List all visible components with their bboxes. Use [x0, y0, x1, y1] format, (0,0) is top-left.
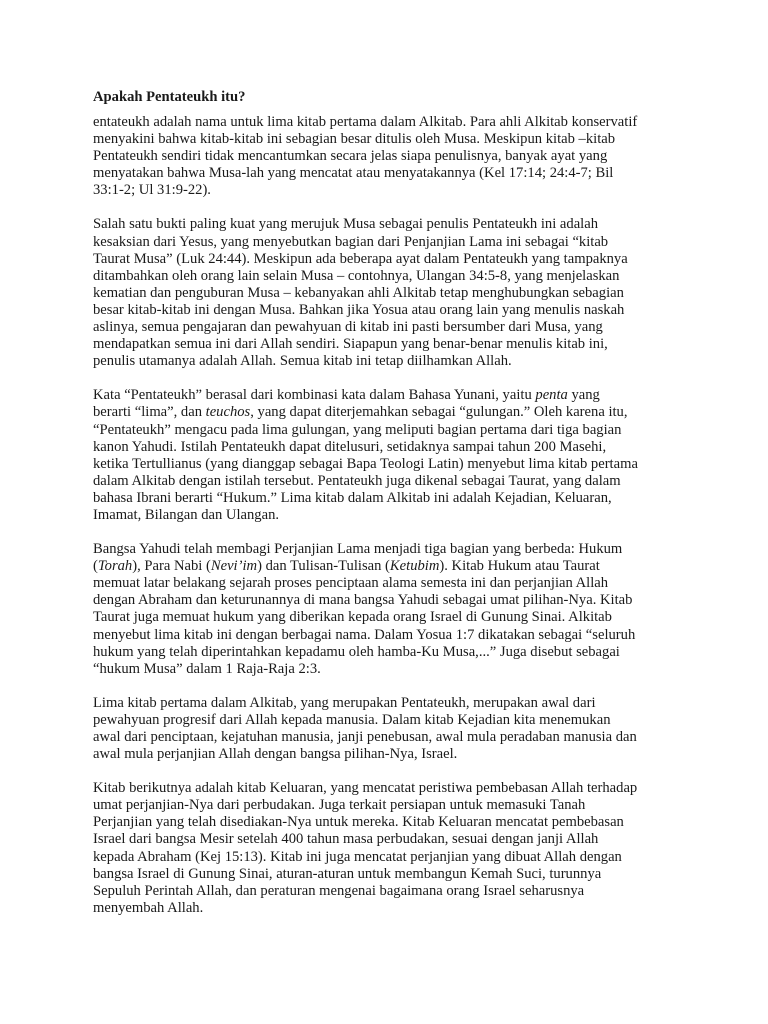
paragraph-line: “hukum Musa” dalam 1 Raja-Raja 2:3. [93, 660, 321, 677]
paragraph-line: Imamat, Bilangan dan Ulangan. [93, 506, 280, 523]
paragraph-line: Lima kitab pertama dalam Alkitab, yang merupakan Pentateukh, merupakan awal dari [93, 694, 596, 711]
paragraph-line [93, 387, 685, 404]
paragraph-line: kesaksian dari Yesus, yang menyebutkan bagian dari Penjanjian Lama ini sebagai “kitab [93, 233, 609, 250]
paragraph-line: kepada Abraham (Kej 15:13). Kitab ini juga mencatat perjanjian yang dibuat Allah dengan [93, 848, 622, 865]
text-run: ) dan Tulisan-Tulisan ( [257, 558, 390, 575]
paragraph-line: dalam Alkitab dengan istilah tersebut. Pentateukh juga dikenal sebagai Taurat, yang dalam [93, 472, 621, 489]
paragraph-1 [93, 114, 685, 199]
paragraph-line: kematian dan penguburan Musa – kebanyakan ahli Alkitab tetap menghubungkan sebagian [93, 284, 624, 301]
paragraph-line: menyebut lima kitab ini dengan berbagai nama. Dalam Yosua 1:7 dikatakan sebagai “seluruh [93, 626, 636, 643]
text-run: , yang dapat diterjemahkan sebagai “gulungan.” Oleh karena itu, [250, 404, 628, 421]
paragraph-line: menyakini bahwa kitab-kitab ini sebagian besar ditulis oleh Musa. Meskipun kitab –kitab [93, 131, 616, 148]
paragraph-line: Kitab berikutnya adalah kitab Keluaran, yang mencatat peristiwa pembebasan Allah terhadap [93, 780, 638, 797]
paragraph-line: besar kitab-kitab ini dengan Musa. Bahkan jika Yosua atau orang lain yang menulis naskah [93, 301, 625, 318]
paragraph-line: Pentateukh sendiri tidak mencantumkan secara jelas siapa penulisnya, banyak ayat yang [93, 148, 608, 165]
paragraph-3 [93, 387, 685, 524]
paragraph-line: aslinya, semua pengajaran dan pewahyuan di kitab ini pasti bersumber dari Musa, yang [93, 319, 603, 336]
paragraph-line: penulis utamanya adalah Allah. Semua kitab ini tetap diilhamkan Allah. [93, 353, 512, 370]
paragraph-line: menyatakan bahwa Musa-lah yang mencatat atau menyatakannya (Kel 17:14; 24:4-7; Bil [93, 165, 614, 182]
text-run: berarti “lima”, dan [93, 404, 206, 421]
paragraph-line: bahasa Ibrani berarti “Hukum.” Lima kitab dalam Alkitab ini adalah Kejadian, Keluaran, [93, 489, 612, 506]
paragraph-6 [93, 780, 685, 917]
paragraph-line: Israel dari bangsa Mesir setelah 400 tahun masa perbudakan, sesuai dengan janji Allah [93, 831, 599, 848]
paragraph-line: “Pentateukh” mengacu pada lima gulungan, yang meliputi bagian pertama dari tiga bagian [93, 421, 622, 438]
paragraph-line: Taurat Musa” (Luk 24:44). Meskipun ada beberapa ayat dalam Pentateukh yang tampaknya [93, 250, 628, 267]
italic-term: Nevi’im [210, 558, 258, 575]
document-title: Apakah Pentateukh itu? [93, 89, 246, 105]
paragraph-line: Perjanjian yang telah disediakan-Nya untuk mereka. Kitab Keluaran mencatat pembebasan [93, 814, 624, 831]
paragraph-line: kanon Yahudi. Istilah Pentateukh dapat ditelusuri, setidaknya sampai tahun 200 Masehi, [93, 438, 607, 455]
paragraph-line: awal mula perjanjian Allah dengan bangsa pilihan-Nya, Israel. [93, 746, 458, 763]
paragraph-line: 33:1-2; Ul 31:9-22). [93, 182, 211, 199]
italic-term: teuchos [205, 404, 251, 421]
paragraph-line: mendapatkan semua ini dari Allah sendiri. Siapapun yang benar-benar menulis kitab ini, [93, 336, 608, 353]
document-body [93, 89, 685, 934]
paragraph-line: pewahyuan progresif dari Allah kepada manusia. Dalam kitab Kejadian kita menemukan [93, 711, 611, 728]
paragraph-line: ditambahkan oleh orang lain selain Musa – contohnya, Ulangan 34:5-8, yang menjelaskan [93, 267, 620, 284]
paragraph-line: Bangsa Yahudi telah membagi Perjanjian Lama menjadi tiga bagian yang berbeda: Hukum [93, 541, 623, 558]
text-run: Kata “Pentateukh” berasal dari kombinasi kata dalam Bahasa Yunani, yaitu [93, 387, 536, 404]
italic-term: penta [535, 387, 568, 404]
text-run: ), Para Nabi ( [132, 558, 211, 575]
paragraph-line: awal dari penciptaan, kejatuhan manusia, janji penebusan, awal mula peradaban manusia dan [93, 729, 637, 745]
italic-term: Torah [97, 558, 133, 575]
paragraph-line: hukum yang telah diperintahkan kepadamu oleh hamba-Ku Musa,...” Juga disebut sebagai [93, 643, 620, 660]
paragraph-line: dengan Abraham dan keturunannya di mana bangsa Yahudi sebagai umat pilihan-Nya. Kitab [93, 592, 633, 609]
paragraph-line [93, 404, 685, 421]
paragraph-line: Taurat juga memuat hukum yang diberikan kepada orang Israel di Gunung Sinai. Alkitab [93, 609, 612, 626]
paragraph-line: Sepuluh Perintah Allah, dan peraturan mengenai bagaimana orang Israel seharusnya [93, 882, 585, 899]
text-run: ). Kitab Hukum atau Taurat [439, 558, 600, 575]
paragraph-4 [93, 541, 685, 678]
paragraph-line: memuat latar belakang sejarah proses penciptaan alama semesta ini dan perjanjian Allah [93, 575, 609, 592]
italic-term: Ketubim [389, 558, 440, 575]
paragraph-line [93, 558, 685, 575]
text-run: yang [567, 387, 600, 404]
paragraph-5 [93, 695, 685, 763]
paragraph-2 [93, 216, 685, 370]
paragraph-line: bangsa Israel di Gunung Sinai, aturan-aturan untuk membangun Kemah Suci, turunnya [93, 865, 602, 882]
paragraph-line: umat perjanjian-Nya dari perbudakan. Juga terkait persiapan untuk memasuki Tanah [93, 797, 586, 814]
paragraph-line: Salah satu bukti paling kuat yang merujuk Musa sebagai penulis Pentateukh ini adalah [93, 216, 598, 233]
paragraph-line: menyembah Allah. [93, 899, 204, 916]
paragraph-line: entateukh adalah nama untuk lima kitab pertama dalam Alkitab. Para ahli Alkitab konservatif [93, 114, 638, 130]
text-run: ( [93, 558, 98, 575]
paragraph-line: ketika Tertullianus (yang dianggap sebagai Bapa Teologi Latin) menyebut lima kitab pertama [93, 455, 638, 472]
